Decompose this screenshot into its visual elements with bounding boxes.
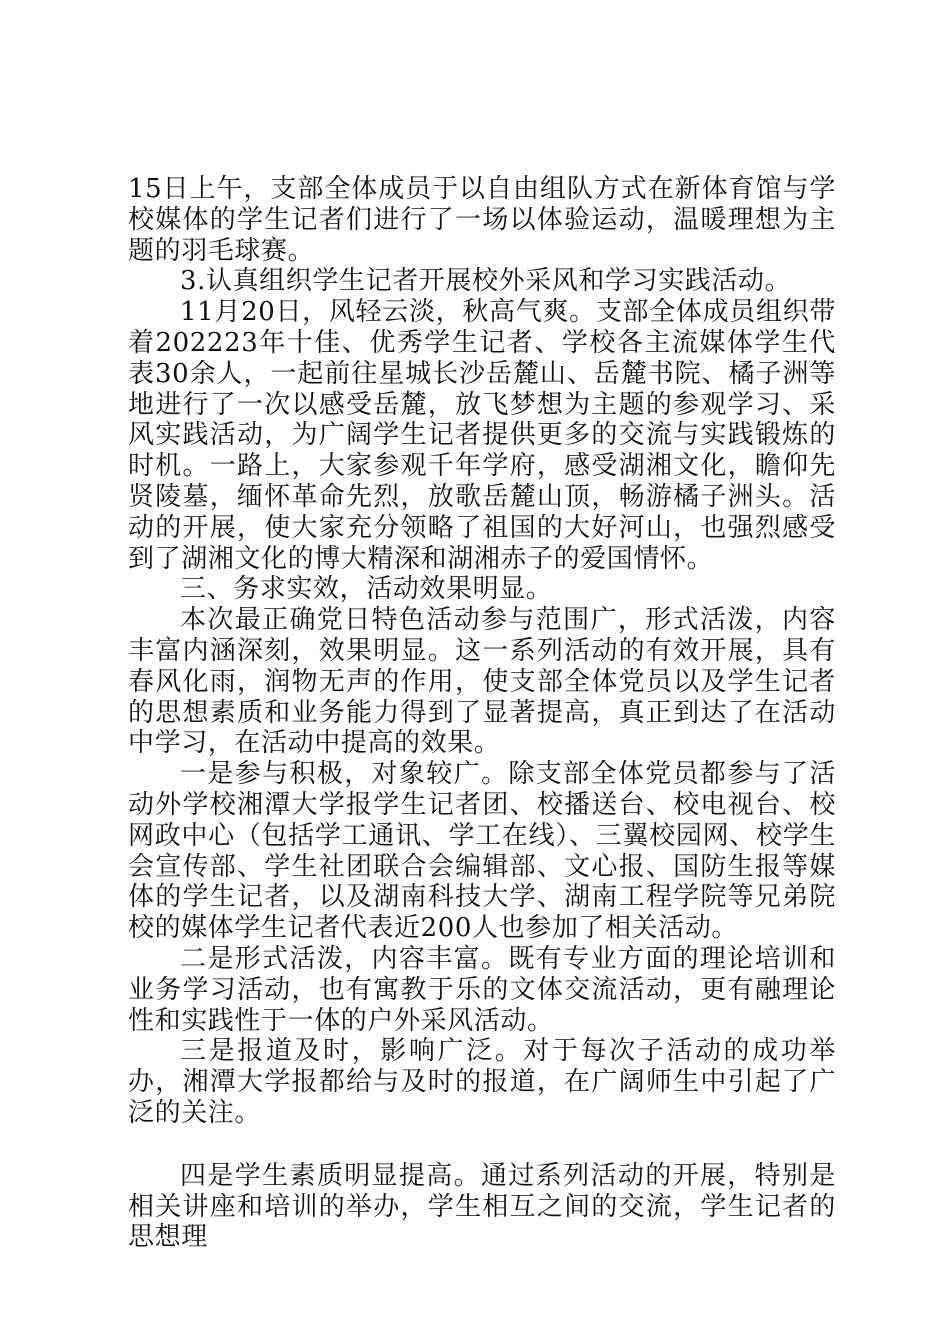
paragraph-yuelu-trip: 11月20日，风轻云淡，秋高气爽。支部全体成员组织带着202223年十佳、优秀学生记者、学校各主流媒体学生代表30余人，一起前往星城长沙岳麓山、岳麓书院、橘子洲等地进行了一次以感受岳麓，放飞梦想为主题的参观学习、采风实践活动，为广阔学生记者提供更多的交流与实践锻炼的时机。一路上，大家参观千年学府，感受湖湘文化，瞻仰先贤陵墓，缅怀革命先烈，放歌岳麓山顶，畅游橘子洲头。活动的开展，使大家充分领略了祖国的大好河山，也强烈感受到了湖湘文化的博大精深和湖湘赤子的爱国情怀。 bbox=[128, 297, 836, 574]
document-body bbox=[128, 174, 836, 1253]
paragraph-heading-results: 三、务求实效，活动效果明显。 bbox=[180, 574, 553, 605]
paragraph-results-summary: 本次最正确党日特色活动参与范围广，形式活泼，内容丰富内涵深刻，效果明显。这一系列活动的有效开展，具有春风化雨，润物无声的作用，使支部全体党员以及学生记者的思想素质和业务能力得到了显著提高，真正到达了在活动中学习，在活动中提高的效果。 bbox=[128, 605, 836, 759]
paragraph-spacer bbox=[128, 1129, 836, 1161]
paragraph-point-three: 三是报道及时，影响广泛。对于每次子活动的成功举办，湘潭大学报都给与及时的报道，在广阔师生中引起了广泛的关注。 bbox=[128, 1036, 836, 1128]
paragraph-heading-field-activity: 3.认真组织学生记者开展校外采风和学习实践活动。 bbox=[180, 266, 792, 297]
paragraph-point-one: 一是参与积极，对象较广。除支部全体党员都参与了活动外学校湘潭大学报学生记者团、校播送台、校电视台、校网政中心（包括学工通讯、学工在线）、三翼校园网、校学生会宣传部、学生社团联合会编辑部、文心报、国防生报等媒体的学生记者，以及湖南科技大学、湖南工程学院等兄弟院校的媒体学生记者代表近200人也参加了相关活动。 bbox=[128, 759, 836, 944]
paragraph-point-four: 四是学生素质明显提高。通过系列活动的开展，特别是相关讲座和培训的举办，学生相互之间的交流，学生记者的思想理 bbox=[128, 1160, 836, 1253]
paragraph-badminton-match: 15日上午，支部全体成员于以自由组队方式在新体育馆与学校媒体的学生记者们进行了一场以体验运动，温暖理想为主题的羽毛球赛。 bbox=[128, 174, 836, 266]
paragraph-point-two: 二是形式活泼，内容丰富。既有专业方面的理论培训和业务学习活动，也有寓教于乐的文体交流活动，更有融理论性和实践性于一体的户外采风活动。 bbox=[128, 943, 836, 1036]
